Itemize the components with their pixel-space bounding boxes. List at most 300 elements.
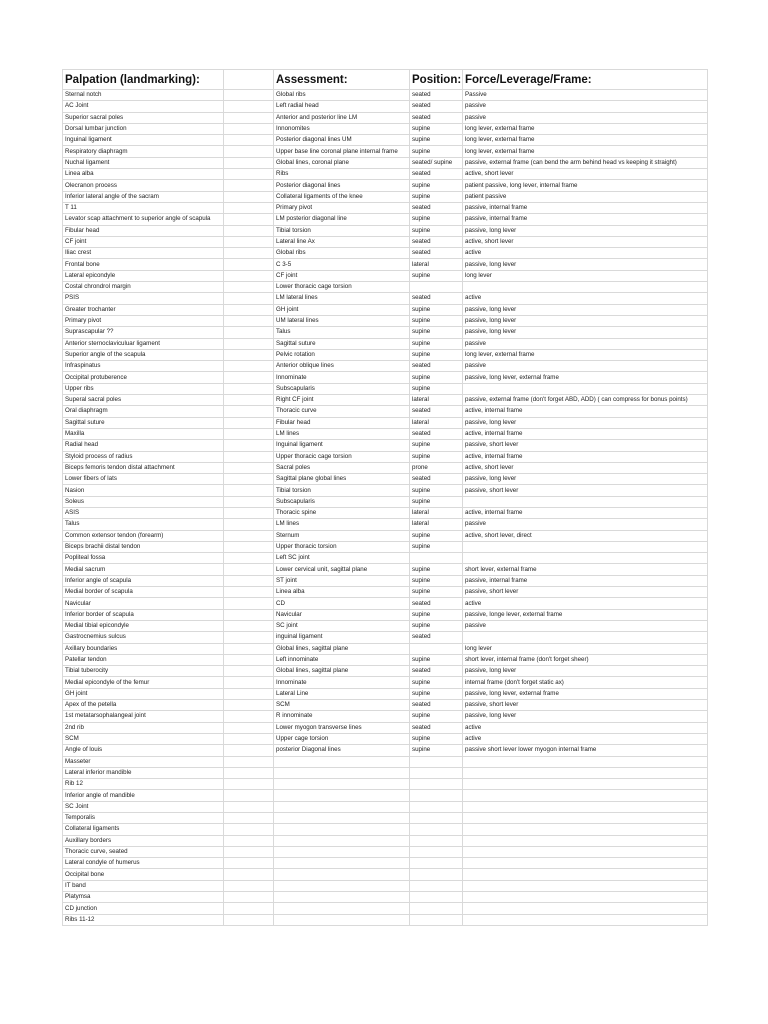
force-cell[interactable]: passive, longe lever, external frame: [463, 609, 708, 620]
force-cell[interactable]: passive: [463, 101, 708, 112]
position-cell[interactable]: supine: [410, 191, 463, 202]
empty-cell[interactable]: [224, 688, 274, 699]
position-cell[interactable]: seated/ supine: [410, 157, 463, 168]
assessment-cell[interactable]: Lower thoracic cage torsion: [274, 282, 410, 293]
position-cell[interactable]: supine: [410, 225, 463, 236]
empty-cell[interactable]: [224, 541, 274, 552]
empty-cell[interactable]: [224, 824, 274, 835]
empty-cell[interactable]: [224, 123, 274, 134]
force-cell[interactable]: active, short lever: [463, 169, 708, 180]
palpation-cell[interactable]: Tibial tuberocity: [63, 666, 224, 677]
force-cell[interactable]: passive, internal frame: [463, 575, 708, 586]
position-cell[interactable]: lateral: [410, 417, 463, 428]
assessment-cell[interactable]: Upper thoracic torsion: [274, 541, 410, 552]
force-cell[interactable]: passive, short lever: [463, 440, 708, 451]
palpation-cell[interactable]: Popliteal fossa: [63, 553, 224, 564]
palpation-cell[interactable]: ASIS: [63, 507, 224, 518]
empty-cell[interactable]: [224, 112, 274, 123]
palpation-cell[interactable]: Sternal notch: [63, 90, 224, 101]
assessment-cell[interactable]: [274, 779, 410, 790]
force-cell[interactable]: [463, 903, 708, 914]
palpation-cell[interactable]: Maxilla: [63, 428, 224, 439]
palpation-cell[interactable]: Linea alba: [63, 169, 224, 180]
palpation-cell[interactable]: Infraspinatus: [63, 361, 224, 372]
position-cell[interactable]: supine: [410, 677, 463, 688]
assessment-cell[interactable]: Thoracic curve: [274, 406, 410, 417]
empty-cell[interactable]: [224, 282, 274, 293]
position-cell[interactable]: seated: [410, 700, 463, 711]
empty-cell[interactable]: [224, 395, 274, 406]
palpation-cell[interactable]: IT band: [63, 880, 224, 891]
force-cell[interactable]: [463, 801, 708, 812]
position-cell[interactable]: supine: [410, 180, 463, 191]
palpation-cell[interactable]: Superior angle of the scapula: [63, 349, 224, 360]
assessment-cell[interactable]: Ribs: [274, 169, 410, 180]
empty-cell[interactable]: [224, 236, 274, 247]
palpation-cell[interactable]: Occipital protuberence: [63, 372, 224, 383]
empty-header-cell[interactable]: [224, 70, 274, 90]
palpation-cell[interactable]: Navicular: [63, 598, 224, 609]
force-cell[interactable]: long lever: [463, 270, 708, 281]
empty-cell[interactable]: [224, 406, 274, 417]
position-cell[interactable]: seated: [410, 293, 463, 304]
palpation-cell[interactable]: Fibular head: [63, 225, 224, 236]
assessment-cell[interactable]: LM lines: [274, 519, 410, 530]
assessment-cell[interactable]: [274, 813, 410, 824]
empty-cell[interactable]: [224, 722, 274, 733]
position-cell[interactable]: seated: [410, 202, 463, 213]
force-cell[interactable]: passive, long lever: [463, 417, 708, 428]
force-cell[interactable]: [463, 824, 708, 835]
empty-cell[interactable]: [224, 553, 274, 564]
force-cell[interactable]: Passive: [463, 90, 708, 101]
force-cell[interactable]: internal frame (don't forget static ax): [463, 677, 708, 688]
assessment-cell[interactable]: [274, 801, 410, 812]
palpation-cell[interactable]: T 11: [63, 202, 224, 213]
palpation-cell[interactable]: Styloid process of radius: [63, 451, 224, 462]
palpation-cell[interactable]: Inferior angle of scapula: [63, 575, 224, 586]
assessment-cell[interactable]: Talus: [274, 327, 410, 338]
assessment-cell[interactable]: [274, 903, 410, 914]
assessment-cell[interactable]: [274, 835, 410, 846]
force-cell[interactable]: [463, 756, 708, 767]
assessment-cell[interactable]: LM lateral lines: [274, 293, 410, 304]
position-cell[interactable]: [410, 801, 463, 812]
empty-cell[interactable]: [224, 361, 274, 372]
force-cell[interactable]: passive, long lever: [463, 304, 708, 315]
force-cell[interactable]: active, internal frame: [463, 507, 708, 518]
empty-cell[interactable]: [224, 169, 274, 180]
palpation-cell[interactable]: Lateral condyle of humerus: [63, 858, 224, 869]
force-cell[interactable]: short lever, external frame: [463, 564, 708, 575]
palpation-cell[interactable]: Nasion: [63, 485, 224, 496]
empty-cell[interactable]: [224, 700, 274, 711]
force-cell[interactable]: short lever, internal frame (don't forget sheer): [463, 654, 708, 665]
palpation-cell[interactable]: Inferior border of scapula: [63, 609, 224, 620]
force-cell[interactable]: [463, 846, 708, 857]
position-cell[interactable]: [410, 282, 463, 293]
palpation-header[interactable]: Palpation (landmarking):: [63, 70, 224, 90]
empty-cell[interactable]: [224, 620, 274, 631]
position-cell[interactable]: supine: [410, 451, 463, 462]
palpation-cell[interactable]: Oral diaphragm: [63, 406, 224, 417]
force-cell[interactable]: active: [463, 598, 708, 609]
palpation-cell[interactable]: PSIS: [63, 293, 224, 304]
force-cell[interactable]: [463, 835, 708, 846]
force-cell[interactable]: passive short lever lower myogon internal frame: [463, 745, 708, 756]
assessment-cell[interactable]: Fibular head: [274, 417, 410, 428]
empty-cell[interactable]: [224, 767, 274, 778]
assessment-cell[interactable]: inguinal ligament: [274, 632, 410, 643]
assessment-cell[interactable]: Global lines, sagittal plane: [274, 666, 410, 677]
force-cell[interactable]: active, short lever, direct: [463, 530, 708, 541]
empty-cell[interactable]: [224, 440, 274, 451]
palpation-cell[interactable]: Radial head: [63, 440, 224, 451]
assessment-cell[interactable]: [274, 846, 410, 857]
assessment-cell[interactable]: Upper thoracic cage torsion: [274, 451, 410, 462]
assessment-cell[interactable]: Right CF joint: [274, 395, 410, 406]
assessment-cell[interactable]: Inguinal ligament: [274, 440, 410, 451]
force-cell[interactable]: passive, short lever: [463, 700, 708, 711]
position-cell[interactable]: [410, 779, 463, 790]
assessment-cell[interactable]: Primary pivot: [274, 202, 410, 213]
assessment-cell[interactable]: Global lines, sagittal plane: [274, 643, 410, 654]
position-cell[interactable]: [410, 869, 463, 880]
force-cell[interactable]: passive, short lever: [463, 485, 708, 496]
force-cell[interactable]: [463, 779, 708, 790]
empty-cell[interactable]: [224, 248, 274, 259]
position-cell[interactable]: [410, 813, 463, 824]
empty-cell[interactable]: [224, 858, 274, 869]
position-cell[interactable]: supine: [410, 564, 463, 575]
position-cell[interactable]: seated: [410, 112, 463, 123]
empty-cell[interactable]: [224, 372, 274, 383]
position-cell[interactable]: lateral: [410, 519, 463, 530]
position-cell[interactable]: supine: [410, 587, 463, 598]
palpation-cell[interactable]: 2nd rib: [63, 722, 224, 733]
force-cell[interactable]: patient passive: [463, 191, 708, 202]
position-cell[interactable]: [410, 553, 463, 564]
palpation-cell[interactable]: AC Joint: [63, 101, 224, 112]
position-cell[interactable]: seated: [410, 666, 463, 677]
assessment-cell[interactable]: Upper base line coronal plane internal frame: [274, 146, 410, 157]
assessment-cell[interactable]: [274, 824, 410, 835]
position-cell[interactable]: [410, 892, 463, 903]
assessment-cell[interactable]: Subscapularis: [274, 383, 410, 394]
assessment-cell[interactable]: R innominate: [274, 711, 410, 722]
palpation-cell[interactable]: Collateral ligaments: [63, 824, 224, 835]
force-cell[interactable]: [463, 767, 708, 778]
force-cell[interactable]: active: [463, 722, 708, 733]
force-cell[interactable]: passive, long lever: [463, 327, 708, 338]
assessment-cell[interactable]: Sternum: [274, 530, 410, 541]
force-cell[interactable]: active, short lever: [463, 236, 708, 247]
force-cell[interactable]: passive, long lever: [463, 666, 708, 677]
assessment-cell[interactable]: Sagittal plane global lines: [274, 474, 410, 485]
empty-cell[interactable]: [224, 643, 274, 654]
palpation-cell[interactable]: Anterior sternoclaviculuar ligament: [63, 338, 224, 349]
empty-cell[interactable]: [224, 507, 274, 518]
palpation-cell[interactable]: Upper ribs: [63, 383, 224, 394]
empty-cell[interactable]: [224, 790, 274, 801]
empty-cell[interactable]: [224, 846, 274, 857]
force-cell[interactable]: passive, external frame (can bend the arm behind head vs keeping it straight): [463, 157, 708, 168]
force-cell[interactable]: active, short lever: [463, 462, 708, 473]
position-cell[interactable]: lateral: [410, 395, 463, 406]
position-cell[interactable]: supine: [410, 733, 463, 744]
position-cell[interactable]: supine: [410, 745, 463, 756]
empty-cell[interactable]: [224, 157, 274, 168]
position-cell[interactable]: lateral: [410, 259, 463, 270]
empty-cell[interactable]: [224, 903, 274, 914]
assessment-cell[interactable]: [274, 869, 410, 880]
empty-cell[interactable]: [224, 496, 274, 507]
assessment-cell[interactable]: Navicular: [274, 609, 410, 620]
force-cell[interactable]: active, internal frame: [463, 428, 708, 439]
assessment-cell[interactable]: LM posterior diagonal line: [274, 214, 410, 225]
empty-cell[interactable]: [224, 191, 274, 202]
empty-cell[interactable]: [224, 327, 274, 338]
force-cell[interactable]: passive: [463, 338, 708, 349]
assessment-cell[interactable]: [274, 914, 410, 925]
empty-cell[interactable]: [224, 180, 274, 191]
empty-cell[interactable]: [224, 462, 274, 473]
empty-cell[interactable]: [224, 315, 274, 326]
position-cell[interactable]: supine: [410, 214, 463, 225]
position-cell[interactable]: seated: [410, 474, 463, 485]
force-cell[interactable]: long lever: [463, 643, 708, 654]
position-cell[interactable]: supine: [410, 541, 463, 552]
empty-cell[interactable]: [224, 270, 274, 281]
assessment-cell[interactable]: [274, 880, 410, 891]
assessment-cell[interactable]: UM lateral lines: [274, 315, 410, 326]
assessment-cell[interactable]: [274, 756, 410, 767]
palpation-cell[interactable]: Inferior angle of mandible: [63, 790, 224, 801]
force-cell[interactable]: long lever, external frame: [463, 135, 708, 146]
palpation-cell[interactable]: CF joint: [63, 236, 224, 247]
position-cell[interactable]: [410, 903, 463, 914]
palpation-cell[interactable]: Ribs 11-12: [63, 914, 224, 925]
force-cell[interactable]: [463, 914, 708, 925]
position-cell[interactable]: seated: [410, 361, 463, 372]
assessment-cell[interactable]: Sacral poles: [274, 462, 410, 473]
force-cell[interactable]: active: [463, 733, 708, 744]
position-cell[interactable]: seated: [410, 101, 463, 112]
position-cell[interactable]: seated: [410, 598, 463, 609]
position-cell[interactable]: supine: [410, 146, 463, 157]
palpation-cell[interactable]: Soleus: [63, 496, 224, 507]
force-cell[interactable]: passive: [463, 112, 708, 123]
empty-cell[interactable]: [224, 677, 274, 688]
assessment-cell[interactable]: C 3-5: [274, 259, 410, 270]
position-cell[interactable]: supine: [410, 575, 463, 586]
assessment-cell[interactable]: Sagittal suture: [274, 338, 410, 349]
assessment-cell[interactable]: [274, 858, 410, 869]
assessment-cell[interactable]: Tibial torsion: [274, 225, 410, 236]
palpation-cell[interactable]: Suprascapular ??: [63, 327, 224, 338]
empty-cell[interactable]: [224, 654, 274, 665]
position-cell[interactable]: seated: [410, 236, 463, 247]
empty-cell[interactable]: [224, 609, 274, 620]
force-cell[interactable]: passive, long lever: [463, 315, 708, 326]
palpation-cell[interactable]: Primary pivot: [63, 315, 224, 326]
empty-cell[interactable]: [224, 485, 274, 496]
empty-cell[interactable]: [224, 259, 274, 270]
empty-cell[interactable]: [224, 711, 274, 722]
force-cell[interactable]: [463, 813, 708, 824]
force-cell[interactable]: passive, long lever: [463, 259, 708, 270]
palpation-cell[interactable]: Costal chrondrol margin: [63, 282, 224, 293]
palpation-cell[interactable]: Medial sacrum: [63, 564, 224, 575]
palpation-cell[interactable]: Temporalis: [63, 813, 224, 824]
empty-cell[interactable]: [224, 519, 274, 530]
position-cell[interactable]: supine: [410, 383, 463, 394]
palpation-cell[interactable]: Superior sacral poles: [63, 112, 224, 123]
palpation-cell[interactable]: Common extensor tendon (forearm): [63, 530, 224, 541]
palpation-cell[interactable]: Inferior lateral angle of the sacram: [63, 191, 224, 202]
force-cell[interactable]: patient passive, long lever, internal frame: [463, 180, 708, 191]
empty-cell[interactable]: [224, 587, 274, 598]
empty-cell[interactable]: [224, 530, 274, 541]
assessment-cell[interactable]: [274, 767, 410, 778]
empty-cell[interactable]: [224, 779, 274, 790]
force-cell[interactable]: long lever, external frame: [463, 146, 708, 157]
palpation-cell[interactable]: Medial epicondyle of the femur: [63, 677, 224, 688]
palpation-cell[interactable]: Dorsal lumbar junction: [63, 123, 224, 134]
force-cell[interactable]: passive, long lever: [463, 225, 708, 236]
assessment-cell[interactable]: Pelvic rotation: [274, 349, 410, 360]
assessment-cell[interactable]: CF joint: [274, 270, 410, 281]
position-cell[interactable]: [410, 914, 463, 925]
force-cell[interactable]: passive, long lever: [463, 711, 708, 722]
palpation-cell[interactable]: Platymsa: [63, 892, 224, 903]
position-cell[interactable]: seated: [410, 90, 463, 101]
position-header[interactable]: Position:: [410, 70, 463, 90]
position-cell[interactable]: supine: [410, 530, 463, 541]
palpation-cell[interactable]: Biceps brachii distal tendon: [63, 541, 224, 552]
position-cell[interactable]: supine: [410, 372, 463, 383]
empty-cell[interactable]: [224, 733, 274, 744]
empty-cell[interactable]: [224, 880, 274, 891]
palpation-cell[interactable]: Auxillary borders: [63, 835, 224, 846]
force-cell[interactable]: [463, 496, 708, 507]
palpation-cell[interactable]: Gastrocnemius sulcus: [63, 632, 224, 643]
palpation-cell[interactable]: Medial border of scapula: [63, 587, 224, 598]
palpation-cell[interactable]: GH joint: [63, 688, 224, 699]
assessment-cell[interactable]: Anterior oblique lines: [274, 361, 410, 372]
palpation-cell[interactable]: Frontal bone: [63, 259, 224, 270]
assessment-cell[interactable]: Upper cage torsion: [274, 733, 410, 744]
force-cell[interactable]: [463, 632, 708, 643]
force-cell[interactable]: active, internal frame: [463, 451, 708, 462]
palpation-cell[interactable]: Rib 12: [63, 779, 224, 790]
force-cell[interactable]: passive: [463, 620, 708, 631]
position-cell[interactable]: seated: [410, 722, 463, 733]
assessment-cell[interactable]: Left radial head: [274, 101, 410, 112]
position-cell[interactable]: seated: [410, 428, 463, 439]
assessment-cell[interactable]: Left SC joint: [274, 553, 410, 564]
palpation-cell[interactable]: Occipital bone: [63, 869, 224, 880]
palpation-cell[interactable]: Lateral inferior mandible: [63, 767, 224, 778]
empty-cell[interactable]: [224, 293, 274, 304]
empty-cell[interactable]: [224, 892, 274, 903]
position-cell[interactable]: supine: [410, 496, 463, 507]
palpation-cell[interactable]: CD junction: [63, 903, 224, 914]
assessment-cell[interactable]: SCM: [274, 700, 410, 711]
empty-cell[interactable]: [224, 632, 274, 643]
assessment-cell[interactable]: [274, 790, 410, 801]
palpation-cell[interactable]: Biceps femoris tendon distal attachment: [63, 462, 224, 473]
position-cell[interactable]: supine: [410, 440, 463, 451]
empty-cell[interactable]: [224, 869, 274, 880]
force-cell[interactable]: [463, 541, 708, 552]
empty-cell[interactable]: [224, 90, 274, 101]
force-cell[interactable]: [463, 383, 708, 394]
assessment-cell[interactable]: Global lines, coronal plane: [274, 157, 410, 168]
palpation-cell[interactable]: Lateral epicondyle: [63, 270, 224, 281]
assessment-cell[interactable]: GH joint: [274, 304, 410, 315]
palpation-cell[interactable]: Levator scap attachment to superior angle of scapula: [63, 214, 224, 225]
empty-cell[interactable]: [224, 801, 274, 812]
force-cell[interactable]: [463, 880, 708, 891]
position-cell[interactable]: [410, 858, 463, 869]
palpation-cell[interactable]: Angle of louis: [63, 745, 224, 756]
assessment-cell[interactable]: Collateral ligaments of the knee: [274, 191, 410, 202]
empty-cell[interactable]: [224, 474, 274, 485]
empty-cell[interactable]: [224, 202, 274, 213]
force-cell[interactable]: [463, 869, 708, 880]
empty-cell[interactable]: [224, 666, 274, 677]
palpation-cell[interactable]: Patellar tendon: [63, 654, 224, 665]
force-cell[interactable]: [463, 892, 708, 903]
assessment-cell[interactable]: Posterior diagonal lines: [274, 180, 410, 191]
empty-cell[interactable]: [224, 349, 274, 360]
assessment-cell[interactable]: Innominate: [274, 677, 410, 688]
position-cell[interactable]: prone: [410, 462, 463, 473]
position-cell[interactable]: supine: [410, 711, 463, 722]
palpation-cell[interactable]: Nuchal ligament: [63, 157, 224, 168]
empty-cell[interactable]: [224, 417, 274, 428]
empty-cell[interactable]: [224, 383, 274, 394]
force-cell[interactable]: passive, long lever, external frame: [463, 372, 708, 383]
force-cell[interactable]: long lever, external frame: [463, 349, 708, 360]
assessment-cell[interactable]: Lower cervical unit, sagittal plane: [274, 564, 410, 575]
force-cell[interactable]: passive, long lever: [463, 474, 708, 485]
force-cell[interactable]: [463, 858, 708, 869]
force-cell[interactable]: active: [463, 293, 708, 304]
position-cell[interactable]: supine: [410, 304, 463, 315]
force-cell[interactable]: passive, long lever, external frame: [463, 688, 708, 699]
empty-cell[interactable]: [224, 756, 274, 767]
empty-cell[interactable]: [224, 101, 274, 112]
empty-cell[interactable]: [224, 214, 274, 225]
position-cell[interactable]: supine: [410, 654, 463, 665]
palpation-cell[interactable]: SC Joint: [63, 801, 224, 812]
empty-cell[interactable]: [224, 575, 274, 586]
palpation-cell[interactable]: Sagittal suture: [63, 417, 224, 428]
force-cell[interactable]: passive, internal frame: [463, 214, 708, 225]
position-cell[interactable]: lateral: [410, 507, 463, 518]
empty-cell[interactable]: [224, 451, 274, 462]
palpation-cell[interactable]: Lower fibers of lats: [63, 474, 224, 485]
palpation-cell[interactable]: Masseter: [63, 756, 224, 767]
palpation-cell[interactable]: Greater trochanter: [63, 304, 224, 315]
assessment-cell[interactable]: Lower myogon transverse lines: [274, 722, 410, 733]
assessment-cell[interactable]: CD: [274, 598, 410, 609]
palpation-cell[interactable]: Medial tibial epicondyle: [63, 620, 224, 631]
position-cell[interactable]: seated: [410, 169, 463, 180]
assessment-cell[interactable]: Tibial torsion: [274, 485, 410, 496]
